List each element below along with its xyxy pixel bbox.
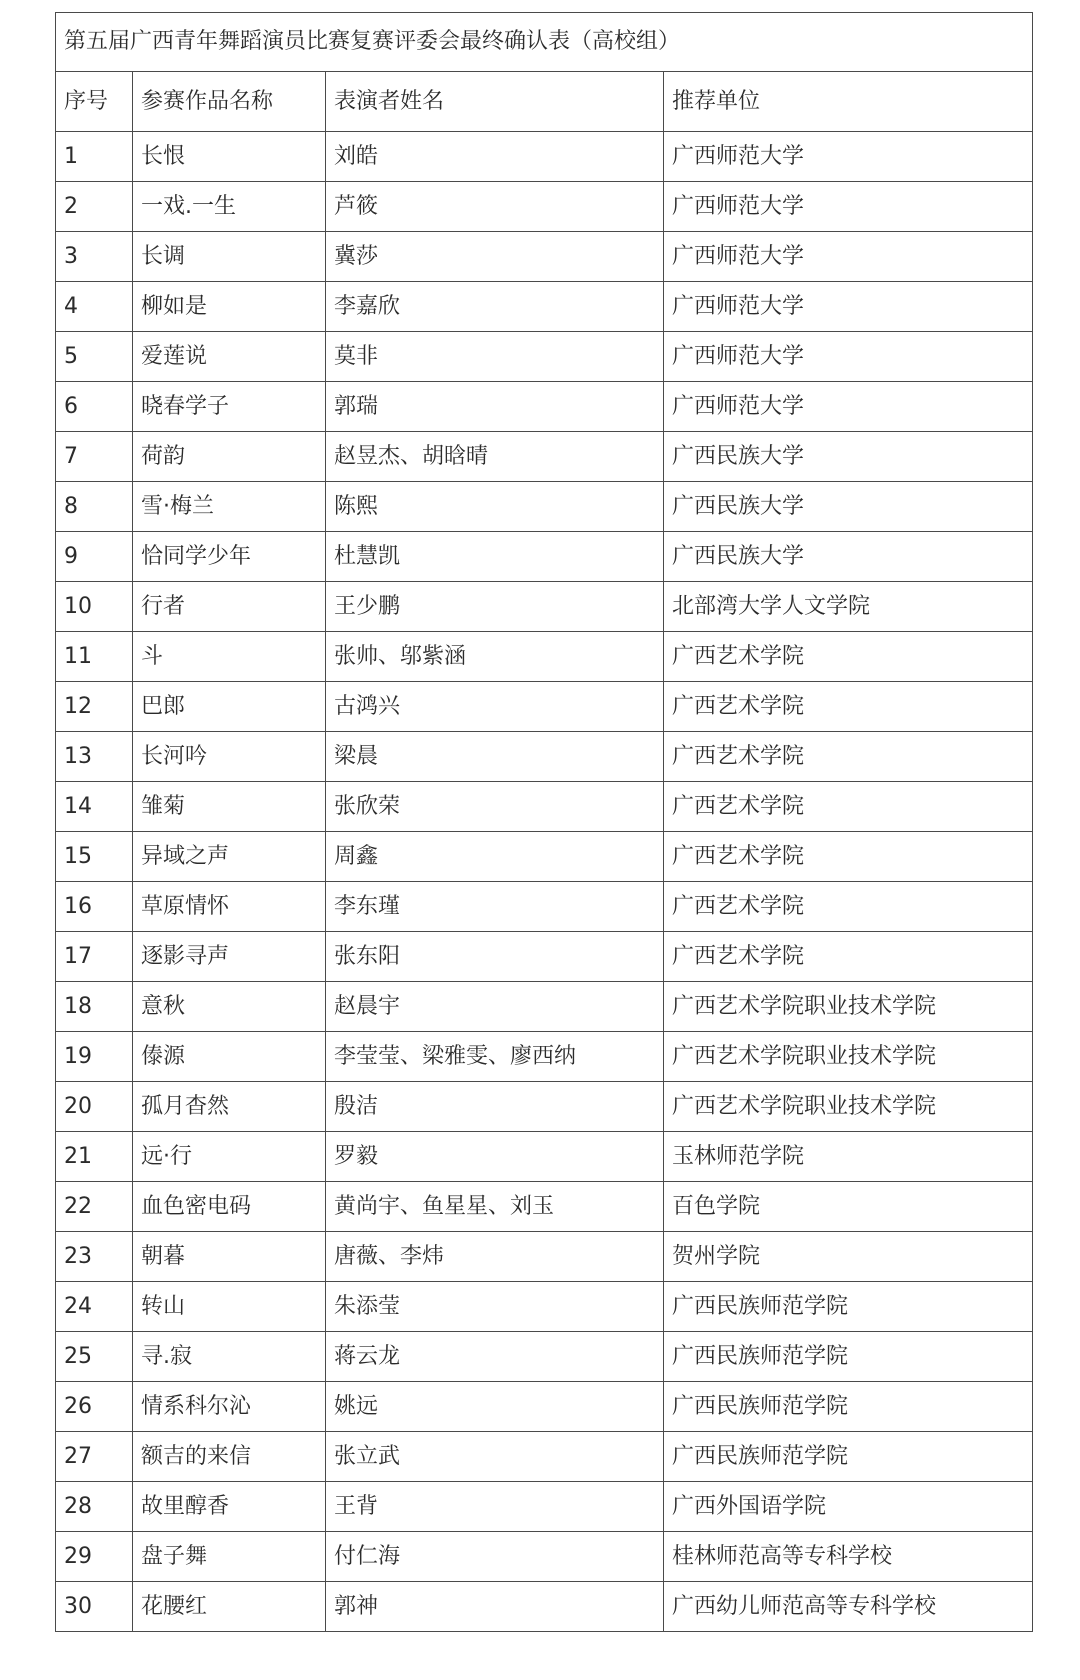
header-performer: 表演者姓名 <box>326 72 664 132</box>
cell-work-title: 晓春学子 <box>133 382 326 432</box>
cell-work-title: 爱莲说 <box>133 332 326 382</box>
cell-work-title: 寻.寂 <box>133 1332 326 1382</box>
cell-number: 14 <box>56 782 133 832</box>
cell-recommending-unit: 广西师范大学 <box>664 282 1033 332</box>
table-row <box>56 1382 1033 1432</box>
table-row <box>56 532 1033 582</box>
cell-performer: 姚远 <box>326 1382 664 1432</box>
cell-recommending-unit: 广西民族师范学院 <box>664 1282 1033 1332</box>
document-sheet <box>55 12 1032 1632</box>
cell-work-title: 恰同学少年 <box>133 532 326 582</box>
table-row <box>56 782 1033 832</box>
cell-recommending-unit: 玉林师范学院 <box>664 1132 1033 1182</box>
cell-work-title: 朝暮 <box>133 1232 326 1282</box>
cell-recommending-unit: 广西民族大学 <box>664 532 1033 582</box>
cell-recommending-unit: 广西幼儿师范高等专科学校 <box>664 1582 1033 1632</box>
cell-performer: 郭神 <box>326 1582 664 1632</box>
cell-recommending-unit: 广西师范大学 <box>664 182 1033 232</box>
cell-performer: 赵晨宇 <box>326 982 664 1032</box>
table-row <box>56 1432 1033 1482</box>
cell-performer: 王背 <box>326 1482 664 1532</box>
cell-work-title: 转山 <box>133 1282 326 1332</box>
cell-performer: 张欣荣 <box>326 782 664 832</box>
cell-recommending-unit: 广西师范大学 <box>664 332 1033 382</box>
cell-performer: 张东阳 <box>326 932 664 982</box>
cell-performer: 杜慧凯 <box>326 532 664 582</box>
cell-work-title: 远·行 <box>133 1132 326 1182</box>
cell-recommending-unit: 北部湾大学人文学院 <box>664 582 1033 632</box>
cell-performer: 李莹莹、梁雅雯、廖西纳 <box>326 1032 664 1082</box>
cell-performer: 刘皓 <box>326 132 664 182</box>
cell-recommending-unit: 百色学院 <box>664 1182 1033 1232</box>
cell-work-title: 长恨 <box>133 132 326 182</box>
cell-number: 20 <box>56 1082 133 1132</box>
cell-number: 18 <box>56 982 133 1032</box>
cell-work-title: 雪·梅兰 <box>133 482 326 532</box>
cell-performer: 莫非 <box>326 332 664 382</box>
table-row <box>56 1132 1033 1182</box>
cell-work-title: 逐影寻声 <box>133 932 326 982</box>
cell-number: 9 <box>56 532 133 582</box>
cell-work-title: 情系科尔沁 <box>133 1382 326 1432</box>
table-row <box>56 382 1033 432</box>
cell-performer: 周鑫 <box>326 832 664 882</box>
cell-performer: 李嘉欣 <box>326 282 664 332</box>
table-row <box>56 882 1033 932</box>
cell-number: 30 <box>56 1582 133 1632</box>
cell-work-title: 异域之声 <box>133 832 326 882</box>
cell-work-title: 巴郎 <box>133 682 326 732</box>
cell-number: 6 <box>56 382 133 432</box>
cell-work-title: 额吉的来信 <box>133 1432 326 1482</box>
table-row <box>56 732 1033 782</box>
table-row <box>56 332 1033 382</box>
cell-recommending-unit: 广西艺术学院 <box>664 782 1033 832</box>
cell-work-title: 长河吟 <box>133 732 326 782</box>
table-row <box>56 1282 1033 1332</box>
table-row <box>56 1582 1033 1632</box>
cell-number: 7 <box>56 432 133 482</box>
cell-number: 24 <box>56 1282 133 1332</box>
cell-recommending-unit: 广西民族大学 <box>664 482 1033 532</box>
cell-number: 17 <box>56 932 133 982</box>
cell-work-title: 雏菊 <box>133 782 326 832</box>
cell-number: 27 <box>56 1432 133 1482</box>
results-table-body <box>56 13 1033 1632</box>
cell-performer: 张帅、邬紫涵 <box>326 632 664 682</box>
cell-performer: 赵昱杰、胡晗晴 <box>326 432 664 482</box>
cell-work-title: 孤月杳然 <box>133 1082 326 1132</box>
cell-work-title: 行者 <box>133 582 326 632</box>
cell-performer: 古鸿兴 <box>326 682 664 732</box>
cell-performer: 罗毅 <box>326 1132 664 1182</box>
cell-number: 23 <box>56 1232 133 1282</box>
table-row <box>56 932 1033 982</box>
cell-performer: 蒋云龙 <box>326 1332 664 1382</box>
cell-number: 1 <box>56 132 133 182</box>
header-work-title: 参赛作品名称 <box>133 72 326 132</box>
table-row <box>56 282 1033 332</box>
cell-recommending-unit: 广西艺术学院 <box>664 632 1033 682</box>
cell-performer: 郭瑞 <box>326 382 664 432</box>
cell-number: 3 <box>56 232 133 282</box>
cell-number: 15 <box>56 832 133 882</box>
cell-number: 2 <box>56 182 133 232</box>
cell-work-title: 意秋 <box>133 982 326 1032</box>
cell-recommending-unit: 广西外国语学院 <box>664 1482 1033 1532</box>
cell-recommending-unit: 广西师范大学 <box>664 232 1033 282</box>
cell-work-title: 长调 <box>133 232 326 282</box>
cell-work-title: 草原情怀 <box>133 882 326 932</box>
cell-performer: 殷洁 <box>326 1082 664 1132</box>
cell-recommending-unit: 广西艺术学院 <box>664 732 1033 782</box>
table-row <box>56 1082 1033 1132</box>
cell-recommending-unit: 广西艺术学院职业技术学院 <box>664 982 1033 1032</box>
cell-number: 16 <box>56 882 133 932</box>
cell-performer: 朱添莹 <box>326 1282 664 1332</box>
table-row <box>56 1032 1033 1082</box>
table-title: 第五届广西青年舞蹈演员比赛复赛评委会最终确认表（高校组） <box>56 13 1033 72</box>
cell-recommending-unit: 广西民族大学 <box>664 432 1033 482</box>
table-row <box>56 1532 1033 1582</box>
cell-performer: 黄尚宇、鱼星星、刘玉 <box>326 1182 664 1232</box>
cell-work-title: 斗 <box>133 632 326 682</box>
table-row <box>56 182 1033 232</box>
cell-number: 13 <box>56 732 133 782</box>
cell-work-title: 荷韵 <box>133 432 326 482</box>
cell-recommending-unit: 广西民族师范学院 <box>664 1382 1033 1432</box>
header-row <box>56 72 1033 132</box>
table-row <box>56 682 1033 732</box>
results-table <box>55 12 1033 1632</box>
cell-performer: 冀莎 <box>326 232 664 282</box>
cell-work-title: 花腰红 <box>133 1582 326 1632</box>
cell-recommending-unit: 广西艺术学院 <box>664 882 1033 932</box>
cell-recommending-unit: 广西艺术学院 <box>664 832 1033 882</box>
cell-recommending-unit: 广西民族师范学院 <box>664 1332 1033 1382</box>
cell-recommending-unit: 广西艺术学院 <box>664 682 1033 732</box>
table-row <box>56 1182 1033 1232</box>
cell-performer: 梁晨 <box>326 732 664 782</box>
table-row <box>56 232 1033 282</box>
cell-performer: 陈熙 <box>326 482 664 532</box>
cell-recommending-unit: 广西艺术学院职业技术学院 <box>664 1082 1033 1132</box>
cell-recommending-unit: 广西民族师范学院 <box>664 1432 1033 1482</box>
cell-number: 12 <box>56 682 133 732</box>
cell-number: 26 <box>56 1382 133 1432</box>
title-row <box>56 13 1033 72</box>
table-row <box>56 432 1033 482</box>
cell-performer: 芦筱 <box>326 182 664 232</box>
cell-recommending-unit: 桂林师范高等专科学校 <box>664 1532 1033 1582</box>
cell-work-title: 傣源 <box>133 1032 326 1082</box>
table-row <box>56 1232 1033 1282</box>
cell-work-title: 血色密电码 <box>133 1182 326 1232</box>
table-row <box>56 1482 1033 1532</box>
cell-number: 29 <box>56 1532 133 1582</box>
cell-number: 22 <box>56 1182 133 1232</box>
table-row <box>56 582 1033 632</box>
table-row <box>56 1332 1033 1382</box>
cell-performer: 付仁海 <box>326 1532 664 1582</box>
cell-work-title: 故里醇香 <box>133 1482 326 1532</box>
cell-number: 4 <box>56 282 133 332</box>
cell-number: 19 <box>56 1032 133 1082</box>
cell-performer: 张立武 <box>326 1432 664 1482</box>
cell-recommending-unit: 贺州学院 <box>664 1232 1033 1282</box>
cell-recommending-unit: 广西师范大学 <box>664 382 1033 432</box>
table-row <box>56 632 1033 682</box>
cell-work-title: 一戏.一生 <box>133 182 326 232</box>
cell-performer: 王少鹏 <box>326 582 664 632</box>
cell-number: 8 <box>56 482 133 532</box>
table-row <box>56 132 1033 182</box>
cell-performer: 唐薇、李炜 <box>326 1232 664 1282</box>
cell-performer: 李东瑾 <box>326 882 664 932</box>
header-recommending-unit: 推荐单位 <box>664 72 1033 132</box>
cell-number: 28 <box>56 1482 133 1532</box>
table-row <box>56 832 1033 882</box>
cell-number: 25 <box>56 1332 133 1382</box>
header-number: 序号 <box>56 72 133 132</box>
table-row <box>56 982 1033 1032</box>
cell-number: 10 <box>56 582 133 632</box>
cell-number: 11 <box>56 632 133 682</box>
cell-work-title: 柳如是 <box>133 282 326 332</box>
cell-recommending-unit: 广西师范大学 <box>664 132 1033 182</box>
cell-recommending-unit: 广西艺术学院 <box>664 932 1033 982</box>
cell-recommending-unit: 广西艺术学院职业技术学院 <box>664 1032 1033 1082</box>
table-row <box>56 482 1033 532</box>
cell-work-title: 盘子舞 <box>133 1532 326 1582</box>
cell-number: 21 <box>56 1132 133 1182</box>
cell-number: 5 <box>56 332 133 382</box>
